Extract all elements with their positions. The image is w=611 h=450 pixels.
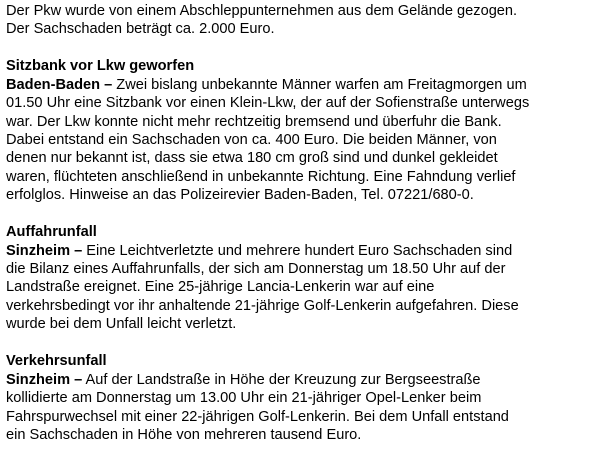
paragraph-gap [6, 334, 606, 353]
article-heading: Auffahrunfall [6, 224, 97, 241]
article-first-line [6, 76, 606, 94]
article-line: die Bilanz eines Auffahrunfalls, der sich am Donnerstag um 18.50 Uhr auf der [6, 261, 506, 278]
article-line: 01.50 Uhr eine Sitzbank vor einen Klein-Lkw, der auf der Sofienstraße unterwegs [6, 95, 530, 112]
article-line: Fahrspurwechsel mit einer 22-jährigen Golf-Lenkerin. Bei dem Unfall entstand [6, 408, 509, 425]
article-heading: Sitzbank vor Lkw geworfen [6, 58, 195, 75]
article-line: ein Sachschaden in Höhe von mehreren tausend Euro. [6, 426, 362, 443]
article-first-line-text: Eine Leichtverletzte und mehrere hundert Euro Sachschaden sind [82, 242, 513, 259]
article-first-line-text: Zwei bislang unbekannte Männer warfen am Freitagmorgen um [112, 76, 527, 93]
article-line: wurde bei dem Unfall leicht verletzt. [6, 316, 237, 333]
paragraph-gap [6, 39, 606, 58]
intro-paragraph [6, 2, 606, 39]
article-first-line-text: Auf der Landstraße in Höhe der Kreuzung zur Bergseestraße [82, 371, 481, 388]
document-page [6, 2, 606, 444]
article-verkehrsunfall [6, 352, 606, 444]
article-location-lead: Sinzheim – [6, 242, 83, 259]
article-line: Dabei entstand ein Sachschaden von ca. 400 Euro. Die beiden Männer, von [6, 132, 497, 149]
article-line: kollidierte am Donnerstag um 13.00 Uhr ein 21-jähriger Opel-Lenker beim [6, 390, 482, 407]
intro-line: Der Sachschaden beträgt ca. 2.000 Euro. [6, 21, 275, 38]
intro-line: Der Pkw wurde von einem Abschleppunternehmen aus dem Gelände gezogen. [6, 3, 518, 19]
article-line: waren, flüchteten anschließend in unbekannte Richtung. Eine Fahndung verlief [6, 168, 516, 185]
article-line: erfolglos. Hinweise an das Polizeirevier Baden-Baden, Tel. 07221/680-0. [6, 187, 474, 204]
article-line: war. Der Lkw konnte nicht mehr rechtzeitig bremsend und überfuhr die Bank. [6, 113, 502, 130]
article-sitzbank [6, 57, 606, 204]
article-first-line [6, 242, 606, 260]
article-line: verkehrsbedingt vor ihr anhaltende 21-jährige Golf-Lenkerin aufgefahren. Diese [6, 297, 519, 314]
article-auffahrunfall [6, 223, 606, 333]
article-heading: Verkehrsunfall [6, 353, 107, 370]
paragraph-gap [6, 205, 606, 224]
article-line: Landstraße ereignet. Eine 25-jährige Lancia-Lenkerin war auf eine [6, 279, 435, 296]
article-line: denen nur bekannt ist, dass sie etwa 180 cm groß sind und dunkel gekleidet [6, 150, 498, 167]
article-first-line [6, 371, 606, 389]
article-location-lead: Sinzheim – [6, 371, 83, 388]
article-location-lead: Baden-Baden – [6, 76, 113, 93]
